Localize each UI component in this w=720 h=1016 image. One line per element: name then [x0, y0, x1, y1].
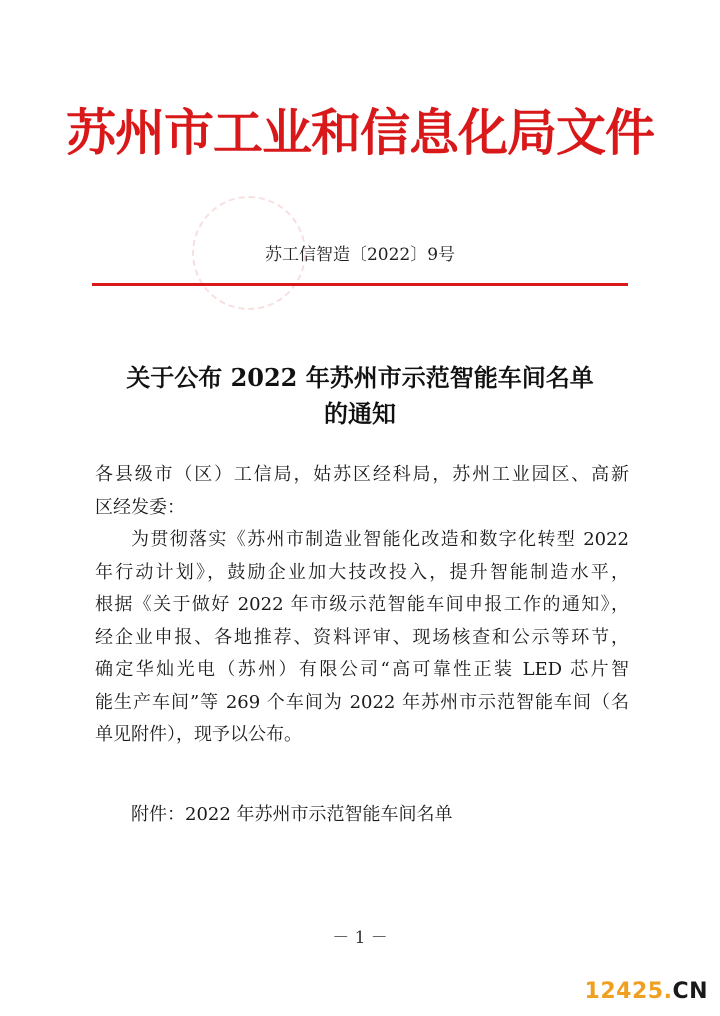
notice-title-line-1: 关于公布 2022 年苏州市示范智能车间名单: [126, 363, 594, 392]
page-number: － 1 －: [332, 928, 388, 948]
notice-title: [0, 360, 720, 432]
watermark-number: 12425: [584, 979, 664, 1004]
watermark-dot: .: [663, 979, 673, 1004]
body-line: 经企业申报、各地推荐、资料评审、现场核查和公示等环节，: [95, 626, 629, 648]
body-line: 根据《关于做好 2022 年市级示范智能车间申报工作的通知》，: [95, 594, 629, 615]
agency-header-title: 苏州市工业和信息化局文件: [66, 104, 654, 162]
body-line: 区经发委：: [95, 496, 185, 518]
attachment-note: 附件：2022 年苏州市示范智能车间名单: [131, 804, 453, 825]
notice-title-line-2: 的通知: [324, 399, 396, 428]
body-line: 年行动计划》，鼓励企业加大技改投入，提升智能制造水平，: [95, 561, 629, 583]
body-line: 确定华灿光电（苏州）有限公司“高可靠性正装 LED 芯片智: [95, 659, 629, 680]
body-line: 为贯彻落实《苏州市制造业智能化改造和数字化转型 2022: [131, 529, 629, 550]
watermark-suffix: CN: [672, 979, 708, 1004]
site-watermark-logo: [585, 981, 708, 1003]
body-line: 各县级市（区）工信局，姑苏区经科局，苏州工业园区、高新: [95, 464, 629, 485]
body-line: 单见附件），现予以公布。: [95, 724, 302, 745]
body-line: 能生产车间”等 269 个车间为 2022 年苏州市示范智能车间（名: [95, 691, 629, 713]
notice-body: [95, 459, 629, 752]
document-number: 苏工信智造〔2022〕9号: [264, 245, 456, 265]
red-divider-line: [92, 283, 628, 286]
